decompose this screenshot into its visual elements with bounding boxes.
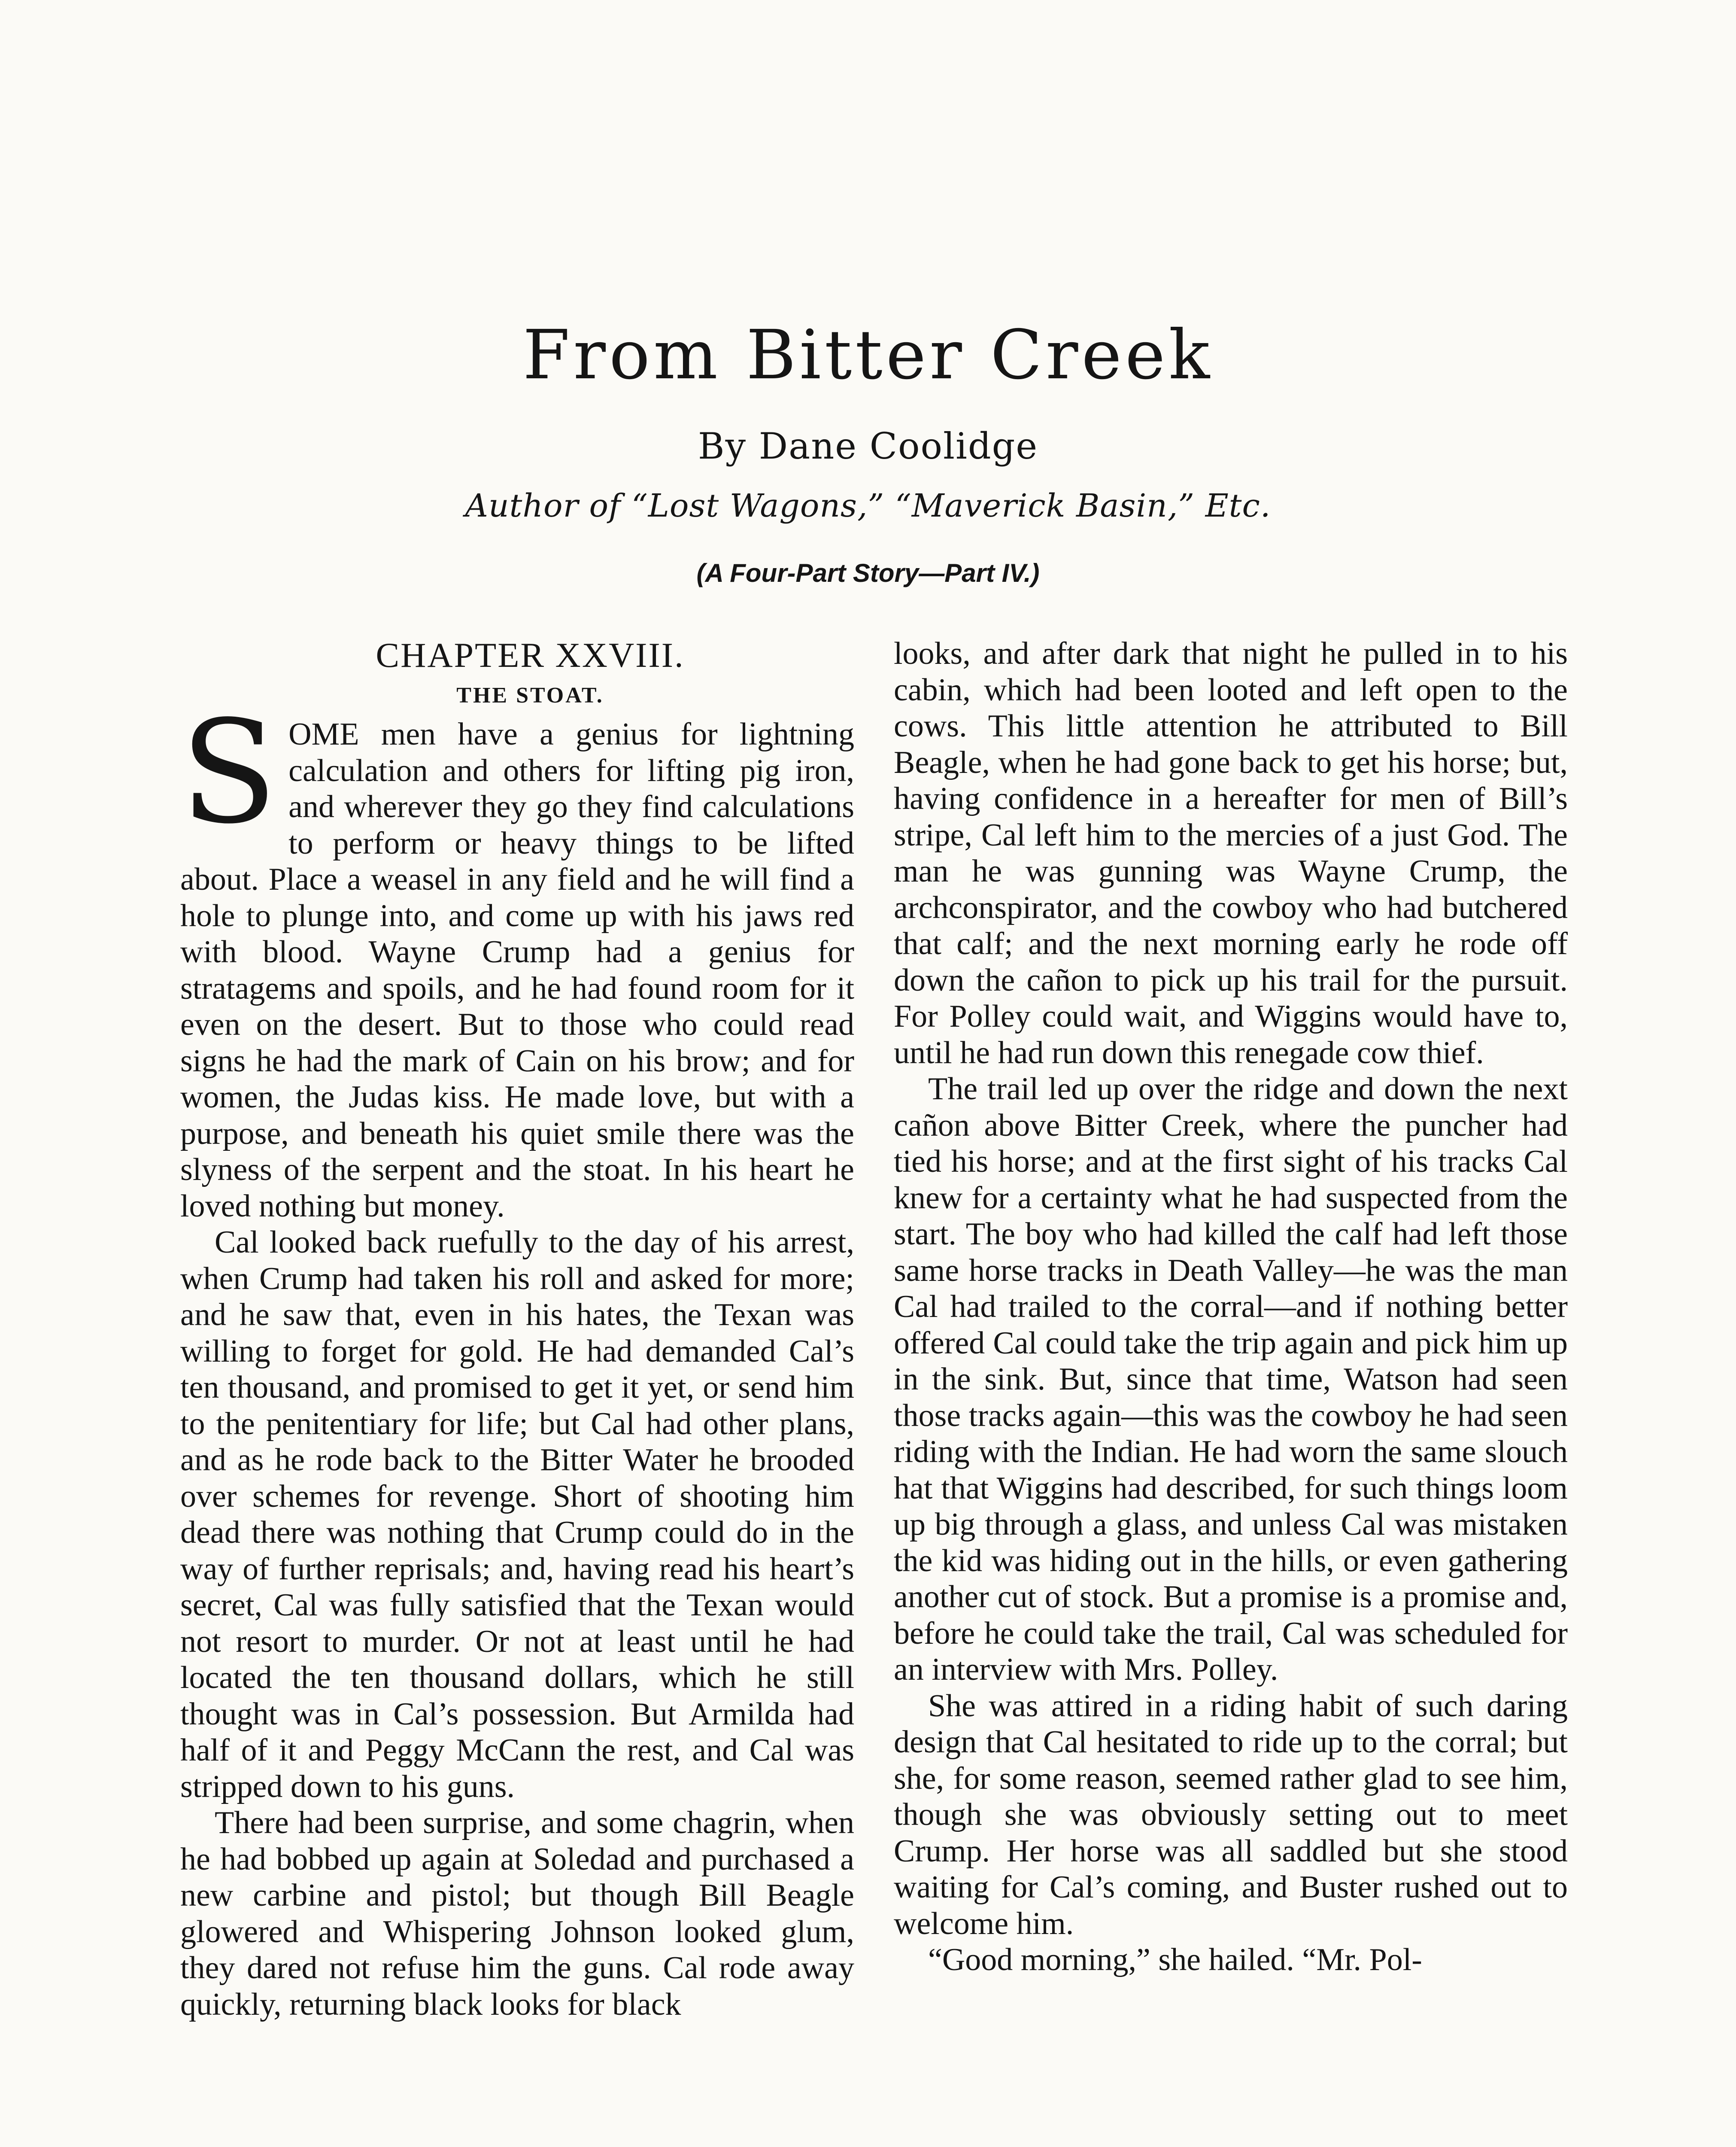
story-title: From Bitter Creek — [522, 316, 1214, 395]
paragraph: She was attired in a riding habit of such daring design that Cal hesitated to ride up to the corral; but she, for some reason, seemed rather glad to see him, though she was obviously setting out to meet Crump. Her horse was all saddled but she stood waiting for Cal’s coming, and Buster rushed out to welcome him. — [894, 1688, 1568, 1941]
paragraph: “Good morning,” she hailed. “Mr. Pol- — [928, 1942, 1422, 1977]
byline: By Dane Coolidge — [698, 425, 1038, 467]
paragraph: There had been surprise, and some chagrin, when he had bobbed up again at Soledad and purchased a new carbine and pistol; but though Bill Beagle glowered and Whispering Johnson looked glum, they dared not refuse him the guns. Cal rode away quickly, returning black looks for black — [180, 1805, 854, 2022]
part-label: (A Four-Part Story—Part IV.) — [696, 559, 1040, 587]
paragraph: looks, and after dark that night he pulled in to his cabin, which had been looted and left open to the cows. This little attention he attributed to Bill Beagle, when he had gone back to get his horse; but, having confidence in a hereafter for men of Bill’s stripe, Cal left him to the mercies of a just God. The man he was gunning was Wayne Crump, the archconspirator, and the cowboy who had butchered that calf; and the next morning early he rode off down the cañon to pick up his trail for the pursuit. For Polley could wait, and Wiggins would have to, until he had run down this renegade cow thief. — [894, 636, 1568, 1070]
paragraph: The trail led up over the ridge and down the next cañon above Bitter Creek, where the puncher had tied his horse; and at the first sight of his tracks Cal knew for a certainty what he had suspected from the start. The boy who had killed the calf had left those same horse tracks in Death Valley—he was the man Cal had trailed to the corral—and if nothing better offered Cal could take the trip again and pick him up in the sink. But, since that time, Watson had seen those tracks again—this was the cowboy he had seen riding with the Indian. He had worn the same slouch hat that Wiggins had described, for such things loom up big through a glass, and unless Cal was mistaken the kid was hiding out in the hills, or even gathering another cut of stock. But a promise is a promise and, before he could take the trail, Cal was scheduled for an interview with Mrs. Polley. — [894, 1071, 1568, 1687]
left-column — [180, 636, 854, 2022]
author-credits: Author of “Lost Wagons,” “Maverick Basin,” Etc. — [465, 487, 1271, 524]
paragraph: Cal looked back ruefully to the day of his arrest, when Crump had taken his roll and asked for more; and he saw that, even in his hates, the Texan was willing to forget for gold. He had demanded Cal’s ten thousand, and promised to get it yet, or send him to the penitentiary for life; but Cal had other plans, and as he rode back to the Bitter Water he brooded over schemes for revenge. Short of shooting him dead there was nothing that Crump could do in the way of further reprisals; and, having read his heart’s secret, Cal was fully satisfied that the Texan would not resort to murder. Or not at least until he had located the ten thousand dollars, which he still thought was in Cal’s possession. But Armilda had half of it and Peggy McCann the rest, and Cal was stripped down to his guns. — [180, 1225, 854, 1804]
chapter-heading: CHAPTER XXVIII. — [376, 636, 685, 675]
paragraph-text: OME men have a genius for lightning calculation and others for lifting pig iron, and wherever they go they find calculations to perform or heavy things to be lifted about. Place a weasel in any field and he will find a hole to plunge into, and come up with his jaws red with blood. Wayne Crump had a genius for stratagems and spoils, and he had found room for it even on the desert. But to those who could read signs he had the mark of Cain on his brow; and for women, the Judas kiss. He made love, but with a purpose, and beneath his quiet smile there was the slyness of the serpent and the stoat. In his heart he loved nothing but money. — [180, 717, 854, 1224]
chapter-subtitle: THE STOAT. — [456, 683, 604, 708]
drop-cap: S — [180, 690, 278, 855]
right-column — [894, 636, 1568, 1978]
paragraph — [180, 690, 854, 1224]
